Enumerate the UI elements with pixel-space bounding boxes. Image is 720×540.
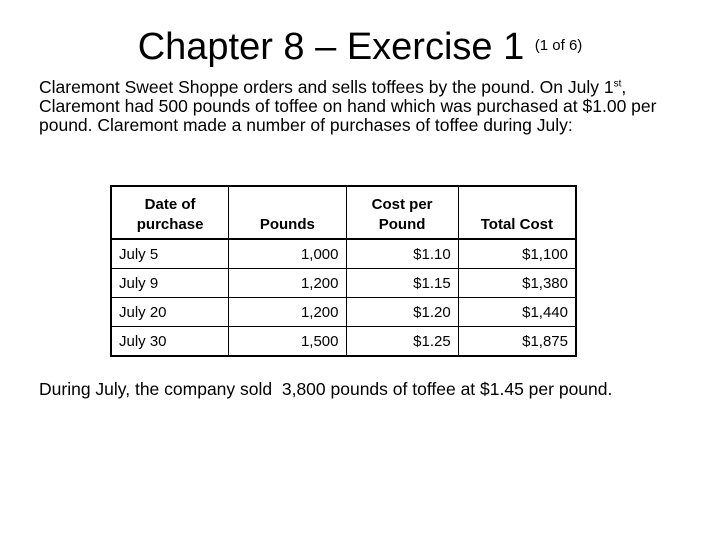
cell-date: July 5 (111, 239, 229, 269)
table-row (111, 269, 576, 298)
cell-date: July 9 (111, 269, 229, 298)
slide-title (0, 22, 720, 71)
header-cost-per-pound: Cost per Pound (346, 186, 458, 239)
cell-date: July 30 (111, 327, 229, 357)
cell-cost-per-pound: $1.20 (346, 298, 458, 327)
cell-pounds: 1,200 (229, 269, 346, 298)
cell-total-cost: $1,875 (458, 327, 576, 357)
cell-pounds: 1,200 (229, 298, 346, 327)
cell-total-cost: $1,440 (458, 298, 576, 327)
intro-text-part2: , Claremont had 500 pounds of toffee on hand which was purchased at $1.00 per pound. Claremont made a number of purchases of toffee during July: (39, 77, 657, 135)
cell-cost-per-pound: $1.25 (346, 327, 458, 357)
header-date-of-purchase: Date of purchase (111, 186, 229, 239)
cell-total-cost: $1,100 (458, 239, 576, 269)
title-subtitle: (1 of 6) (534, 37, 583, 54)
title-main: Chapter 8 – Exercise 1 (137, 26, 525, 68)
cell-date: July 20 (111, 298, 229, 327)
cell-cost-per-pound: $1.10 (346, 239, 458, 269)
header-pounds: Pounds (229, 186, 346, 239)
cell-total-cost: $1,380 (458, 269, 576, 298)
intro-paragraph (39, 78, 679, 135)
purchases-table (110, 185, 577, 357)
header-total-cost: Total Cost (458, 186, 576, 239)
table-row (111, 298, 576, 327)
intro-text-part1: Claremont Sweet Shoppe orders and sells toffees by the pound. On July 1 (39, 77, 614, 97)
cell-cost-per-pound: $1.15 (346, 269, 458, 298)
table-row (111, 239, 576, 269)
table-header-row (111, 186, 576, 239)
cell-pounds: 1,000 (229, 239, 346, 269)
closing-paragraph: During July, the company sold 3,800 pounds of toffee at $1.45 per pound. (39, 379, 613, 399)
cell-pounds: 1,500 (229, 327, 346, 357)
table-row (111, 327, 576, 357)
intro-superscript: st (613, 78, 622, 90)
